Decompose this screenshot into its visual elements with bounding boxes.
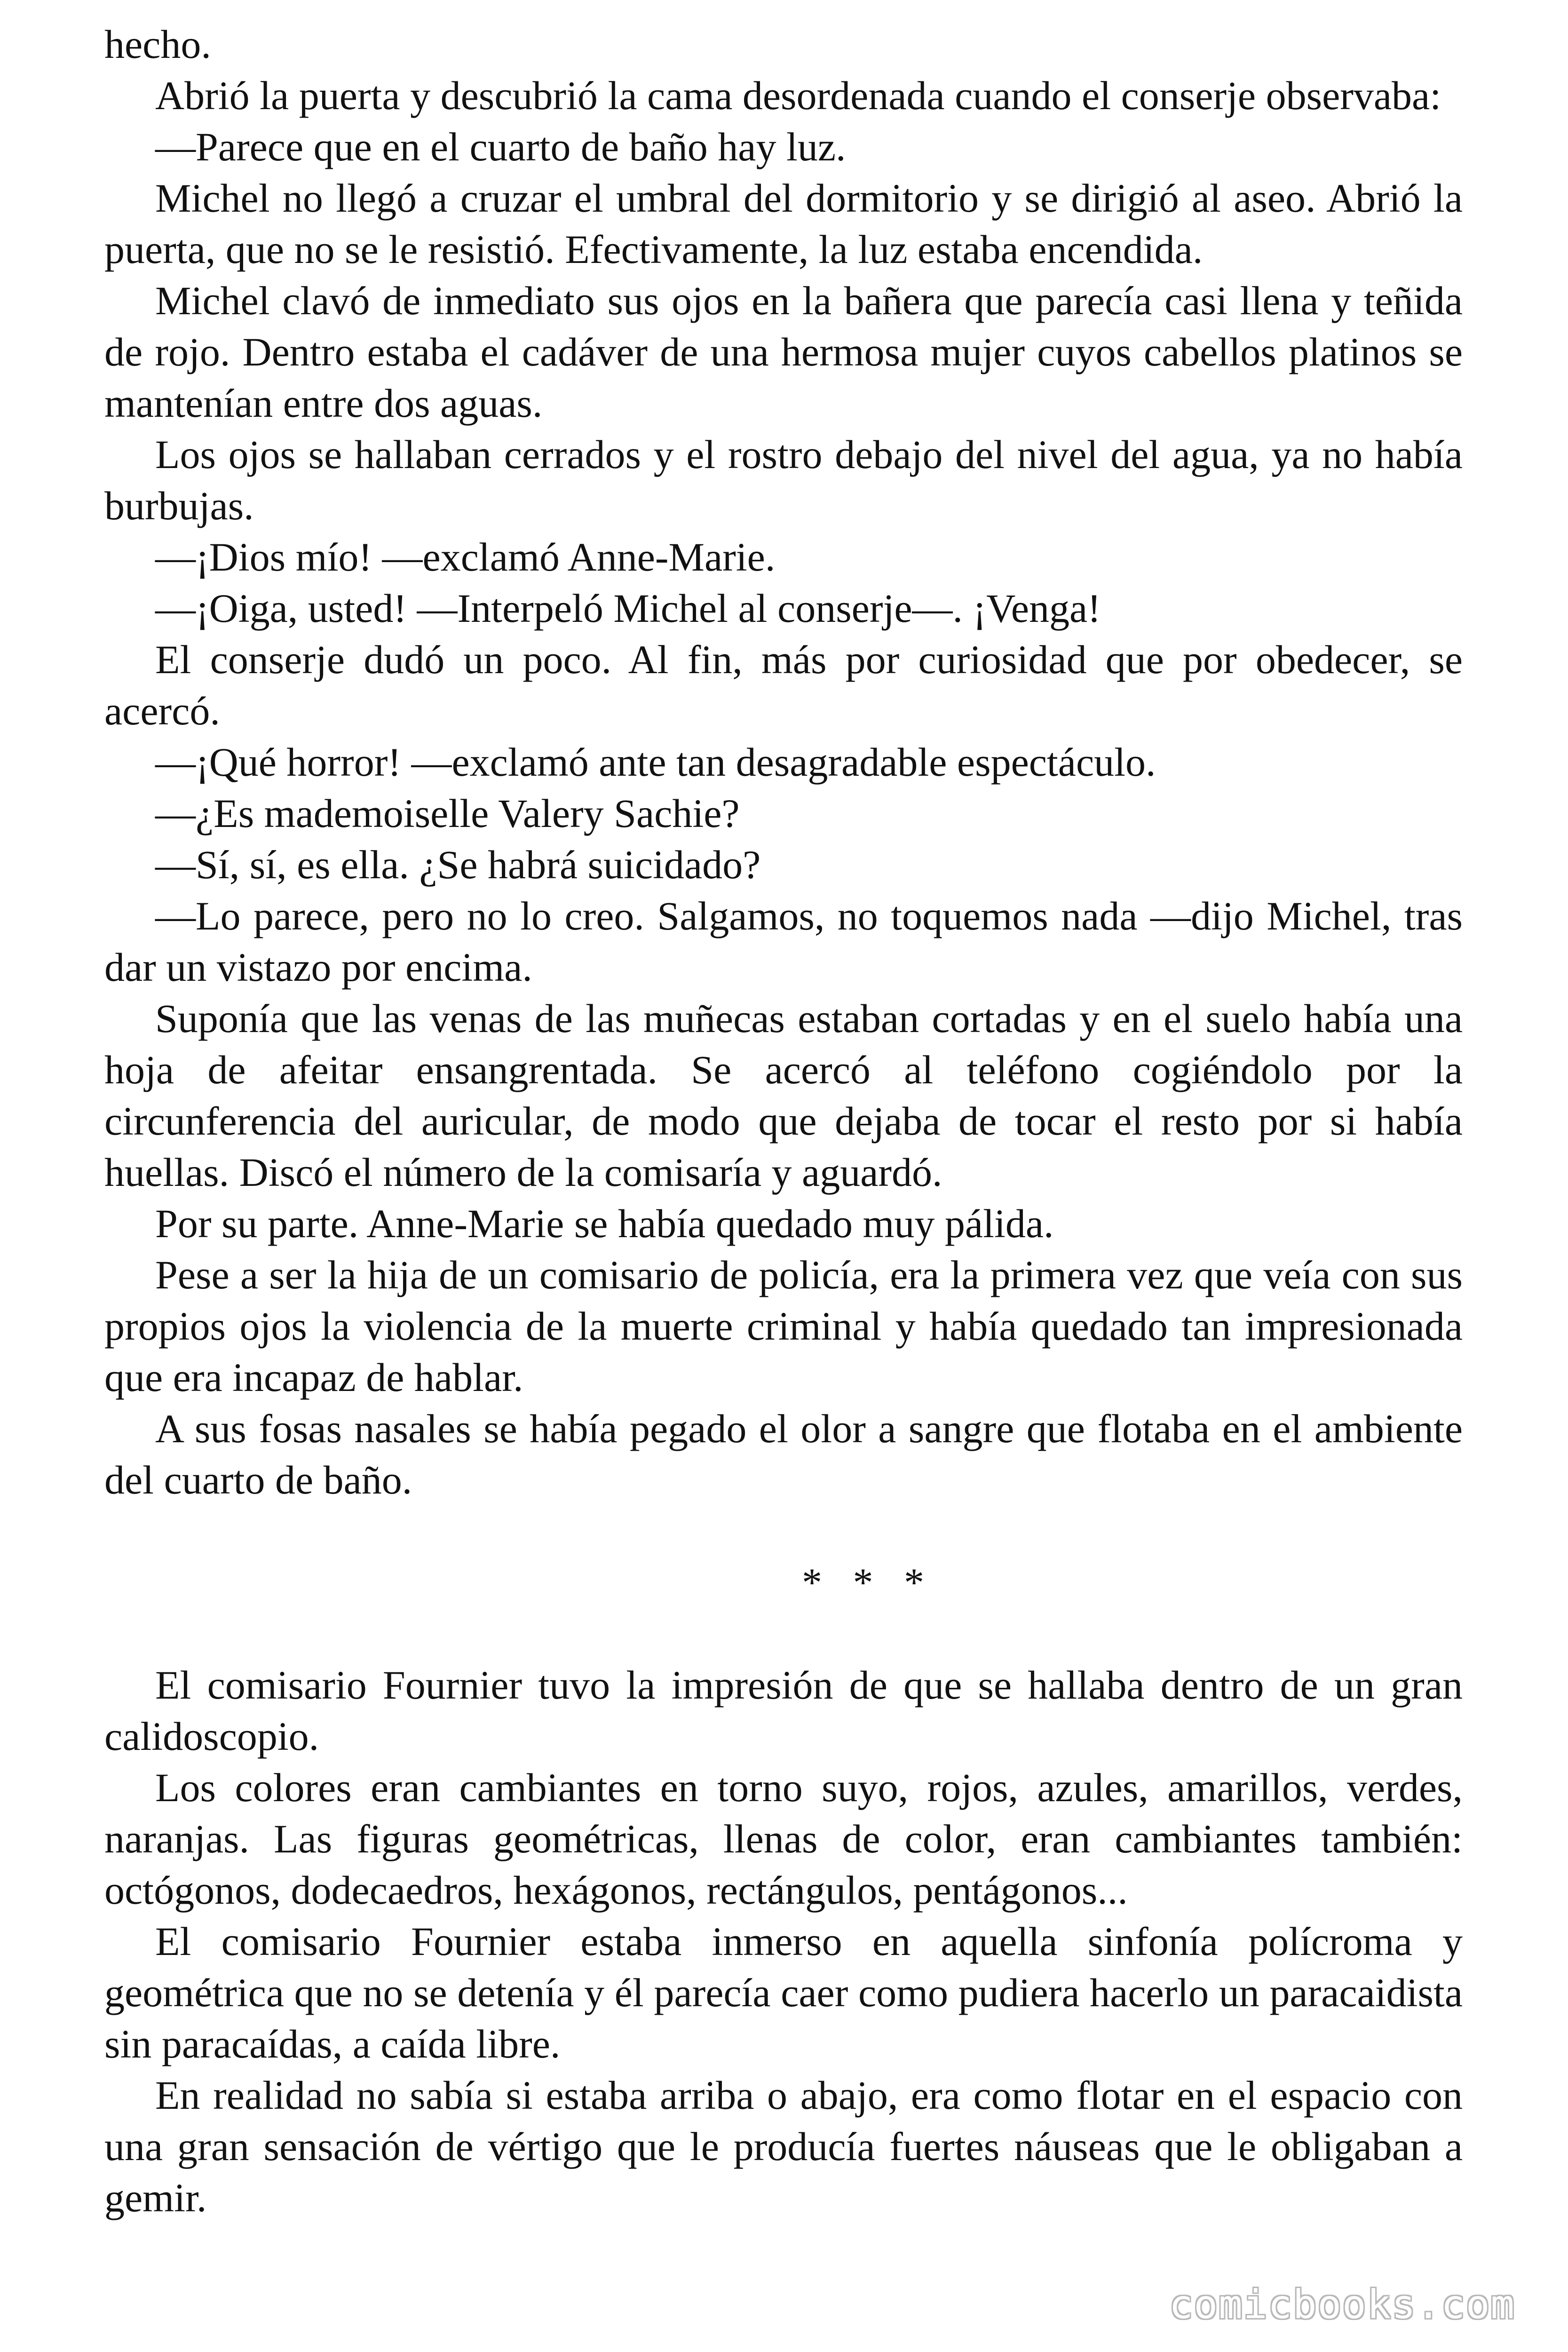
paragraph: Los colores eran cambiantes en torno suyo, rojos, azules, amarillos, verdes, naranjas. Las figuras geométricas, llenas de color, eran cambiantes también: octógonos, dodecaedros, hexágonos, rectángulos, pentágonos...: [104, 1765, 1463, 1913]
paragraph: Michel no llegó a cruzar el umbral del dormitorio y se dirigió al aseo. Abrió la puerta, que no se le resistió. Efectivamente, la luz estaba encendida.: [104, 175, 1463, 272]
section-separator: * * *: [802, 1560, 934, 1605]
paragraph: Pese a ser la hija de un comisario de policía, era la primera vez que veía con sus propios ojos la violencia de la muerte criminal y había quedado tan impresionada que era incapaz de hablar.: [104, 1252, 1463, 1400]
page-body: [104, 19, 1463, 2224]
paragraph: hecho.: [104, 22, 211, 67]
paragraph: El comisario Fournier tuvo la impresión de que se hallaba dentro de un gran calidoscopio.: [104, 1662, 1463, 1759]
paragraph: En realidad no sabía si estaba arriba o abajo, era como flotar en el espacio con una gran sensación de vértigo que le producía fuertes náuseas que le obligaban a gemir.: [104, 2073, 1463, 2220]
paragraph: Los ojos se hallaban cerrados y el rostro debajo del nivel del agua, ya no había burbujas.: [104, 432, 1463, 528]
paragraph: —Parece que en el cuarto de baño hay luz.: [155, 124, 846, 169]
paragraph: Suponía que las venas de las muñecas estaban cortadas y en el suelo había una hoja de afeitar ensangrentada. Se acercó al teléfono cogiéndolo por la circunferencia del auricular, de modo que dejaba de tocar el resto por si había huellas. Discó el número de la comisaría y aguardó.: [104, 996, 1463, 1195]
paragraph: —¡Qué horror! —exclamó ante tan desagradable espectáculo.: [155, 739, 1156, 785]
paragraph: A sus fosas nasales se había pegado el olor a sangre que flotaba en el ambiente del cuarto de baño.: [104, 1406, 1463, 1502]
paragraph: —¡Dios mío! —exclamó Anne-Marie.: [155, 534, 776, 580]
paragraph: —Sí, sí, es ella. ¿Se habrá suicidado?: [155, 842, 761, 887]
paragraph: El conserje dudó un poco. Al fin, más por curiosidad que por obedecer, se acercó.: [104, 637, 1463, 733]
paragraph: Michel clavó de inmediato sus ojos en la bañera que parecía casi llena y teñida de rojo. Dentro estaba el cadáver de una hermosa mujer cuyos cabellos platinos se mantenían entre dos aguas.: [104, 278, 1463, 426]
paragraph: Abrió la puerta y descubrió la cama desordenada cuando el conserje observaba:: [155, 73, 1441, 118]
paragraph: —¡Oiga, usted! —Interpeló Michel al conserje—. ¡Venga!: [155, 586, 1101, 631]
watermark: comicbooks.com: [1169, 2281, 1515, 2328]
paragraph: —Lo parece, pero no lo creo. Salgamos, no toquemos nada —dijo Michel, tras dar un vistazo por encima.: [104, 893, 1463, 990]
paragraph: Por su parte. Anne-Marie se había quedado muy pálida.: [155, 1201, 1054, 1246]
paragraph: El comisario Fournier estaba inmerso en aquella sinfonía polícroma y geométrica que no se detenía y él parecía caer como pudiera hacerlo un paracaidista sin paracaídas, a caída libre.: [104, 1919, 1463, 2066]
paragraph: —¿Es mademoiselle Valery Sachie?: [155, 791, 740, 836]
